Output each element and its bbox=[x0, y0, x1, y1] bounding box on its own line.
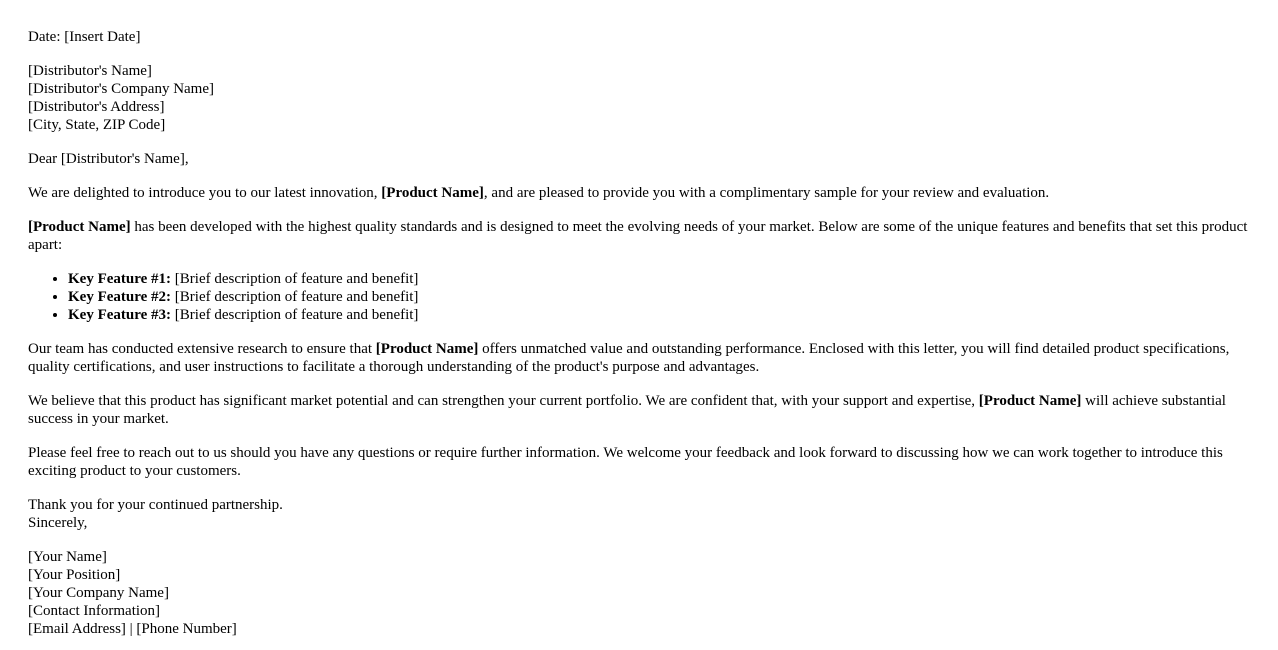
feature-label: Key Feature #2: bbox=[68, 289, 172, 305]
potential-product-name: [Product Name] bbox=[978, 393, 1082, 409]
letter-body bbox=[28, 28, 1252, 638]
signature-email-phone: [Email Address] | [Phone Number] bbox=[28, 621, 237, 637]
recipient-city-state-zip: [City, State, ZIP Code] bbox=[28, 117, 166, 133]
contact-paragraph: Please feel free to reach out to us should you have any questions or require further information. We welcome your feedback and look forward to discussing how we can work together to introduce this exciting product to your customers. bbox=[28, 445, 1223, 479]
salutation: Dear [Distributor's Name], bbox=[28, 151, 189, 167]
recipient-address-line: [Distributor's Address] bbox=[28, 99, 165, 115]
feature-text: [Brief description of feature and benefit] bbox=[171, 289, 419, 305]
closing-signoff: Sincerely, bbox=[28, 515, 88, 531]
feature-label: Key Feature #3: bbox=[68, 307, 172, 323]
closing bbox=[28, 496, 1252, 532]
closing-thanks: Thank you for your continued partnership. bbox=[28, 497, 283, 513]
signature-position: [Your Position] bbox=[28, 567, 121, 583]
intro-text-after: , and are pleased to provide you with a complimentary sample for your review and evaluation. bbox=[483, 185, 1050, 201]
intro-paragraph bbox=[28, 184, 1252, 202]
date-line: Date: [Insert Date] bbox=[28, 29, 141, 45]
signature-company: [Your Company Name] bbox=[28, 585, 169, 601]
intro-text-before: We are delighted to introduce you to our latest innovation, bbox=[28, 185, 382, 201]
intro-product-name: [Product Name] bbox=[381, 185, 484, 201]
signature-block bbox=[28, 548, 1252, 638]
product-paragraph-product-name: [Product Name] bbox=[28, 219, 131, 235]
recipient-company: [Distributor's Company Name] bbox=[28, 81, 215, 97]
feature-item bbox=[68, 288, 1252, 306]
feature-list bbox=[28, 270, 1252, 324]
potential-text-before: We believe that this product has significant market potential and can strengthen your current portfolio. We are confident that, with your support and expertise, bbox=[28, 393, 979, 409]
recipient-name: [Distributor's Name] bbox=[28, 63, 152, 79]
potential-paragraph bbox=[28, 392, 1252, 428]
research-text-after: offers unmatched value and outstanding performance. Enclosed with this letter, you will find detailed product specifications, quality certifications, and user instructions to facilitate a thorough understanding of the product's purpose and advantages. bbox=[28, 341, 1230, 375]
recipient-address bbox=[28, 62, 1252, 134]
potential-text-after: will achieve substantial success in your market. bbox=[28, 393, 1226, 427]
signature-name: [Your Name] bbox=[28, 549, 107, 565]
research-text-before: Our team has conducted extensive research to ensure that bbox=[28, 341, 376, 357]
product-paragraph bbox=[28, 218, 1252, 254]
feature-item bbox=[68, 270, 1252, 288]
research-product-name: [Product Name] bbox=[375, 341, 479, 357]
feature-item bbox=[68, 306, 1252, 324]
product-paragraph-text: has been developed with the highest quality standards and is designed to meet the evolving needs of your market. Below are some of the unique features and benefits that set this product apart: bbox=[28, 219, 1248, 253]
feature-label: Key Feature #1: bbox=[68, 271, 172, 287]
research-paragraph bbox=[28, 340, 1252, 376]
feature-text: [Brief description of feature and benefit] bbox=[171, 271, 419, 287]
signature-contact: [Contact Information] bbox=[28, 603, 161, 619]
feature-text: [Brief description of feature and benefit] bbox=[171, 307, 419, 323]
